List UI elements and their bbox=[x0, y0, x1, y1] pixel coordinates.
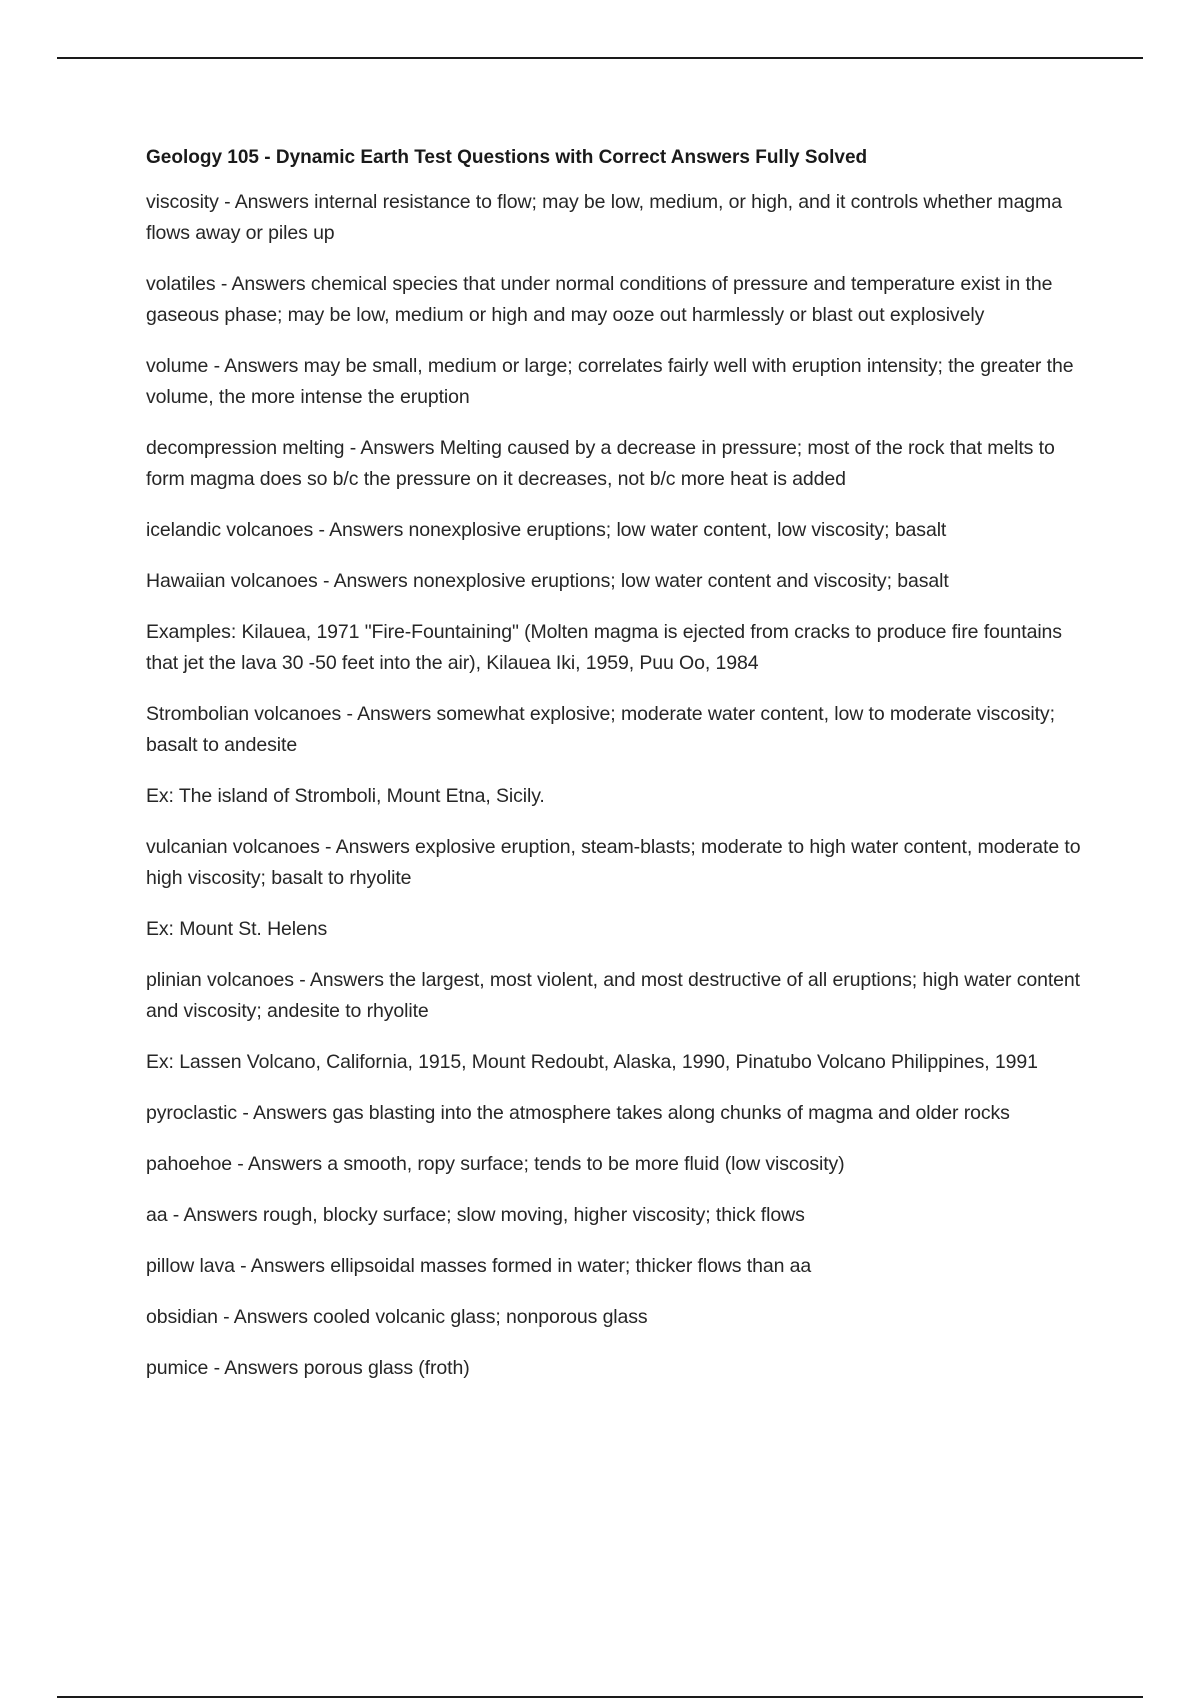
entry-viscosity: viscosity - Answers internal resistance to flow; may be low, medium, or high, and it controls whether magma flows away or piles up bbox=[146, 191, 1062, 244]
entry-pillow-lava: pillow lava - Answers ellipsoidal masses formed in water; thicker flows than aa bbox=[146, 1255, 812, 1277]
entry-aa: aa - Answers rough, blocky surface; slow moving, higher viscosity; thick flows bbox=[146, 1204, 805, 1226]
entry-strombolian-volcanoes: Strombolian volcanoes - Answers somewhat explosive; moderate water content, low to moderate viscosity; basalt to andesite bbox=[146, 703, 1055, 756]
footer-divider bbox=[57, 1696, 1143, 1698]
entry-volume: volume - Answers may be small, medium or large; correlates fairly well with eruption intensity; the greater the volume, the more intense the eruption bbox=[146, 355, 1074, 408]
entry-plinian-examples: Ex: Lassen Volcano, California, 1915, Mount Redoubt, Alaska, 1990, Pinatubo Volcano Philippines, 1991 bbox=[146, 1051, 1038, 1073]
entry-pumice: pumice - Answers porous glass (froth) bbox=[146, 1357, 470, 1379]
entry-plinian-volcanoes: plinian volcanoes - Answers the largest, most violent, and most destructive of all eruptions; high water content and viscosity; andesite to rhyolite bbox=[146, 969, 1080, 1022]
header-divider bbox=[57, 57, 1143, 59]
document-body bbox=[146, 143, 1086, 1404]
entry-volatiles: volatiles - Answers chemical species that under normal conditions of pressure and temperature exist in the gaseous phase; may be low, medium or high and may ooze out harmlessly or blast out explosively bbox=[146, 273, 1053, 326]
entry-hawaiian-examples: Examples: Kilauea, 1971 "Fire-Fountaining" (Molten magma is ejected from cracks to produce fire fountains that jet the lava 30 -50 feet into the air), Kilauea Iki, 1959, Puu Oo, 1984 bbox=[146, 621, 1062, 674]
entry-decompression-melting: decompression melting - Answers Melting caused by a decrease in pressure; most of the rock that melts to form magma does so b/c the pressure on it decreases, not b/c more heat is added bbox=[146, 437, 1055, 490]
document-title: Geology 105 - Dynamic Earth Test Questions with Correct Answers Fully Solved bbox=[146, 147, 868, 168]
entry-vulcanian-volcanoes: vulcanian volcanoes - Answers explosive eruption, steam-blasts; moderate to high water content, moderate to high viscosity; basalt to rhyolite bbox=[146, 836, 1081, 889]
entry-strombolian-examples: Ex: The island of Stromboli, Mount Etna, Sicily. bbox=[146, 785, 545, 807]
entry-pyroclastic: pyroclastic - Answers gas blasting into the atmosphere takes along chunks of magma and older rocks bbox=[146, 1102, 1010, 1124]
entry-pahoehoe: pahoehoe - Answers a smooth, ropy surface; tends to be more fluid (low viscosity) bbox=[146, 1153, 845, 1175]
entry-icelandic-volcanoes: icelandic volcanoes - Answers nonexplosive eruptions; low water content, low viscosity; basalt bbox=[146, 519, 947, 541]
entry-obsidian: obsidian - Answers cooled volcanic glass; nonporous glass bbox=[146, 1306, 648, 1328]
entry-hawaiian-volcanoes: Hawaiian volcanoes - Answers nonexplosive eruptions; low water content and viscosity; basalt bbox=[146, 570, 949, 592]
entry-vulcanian-examples: Ex: Mount St. Helens bbox=[146, 918, 328, 940]
